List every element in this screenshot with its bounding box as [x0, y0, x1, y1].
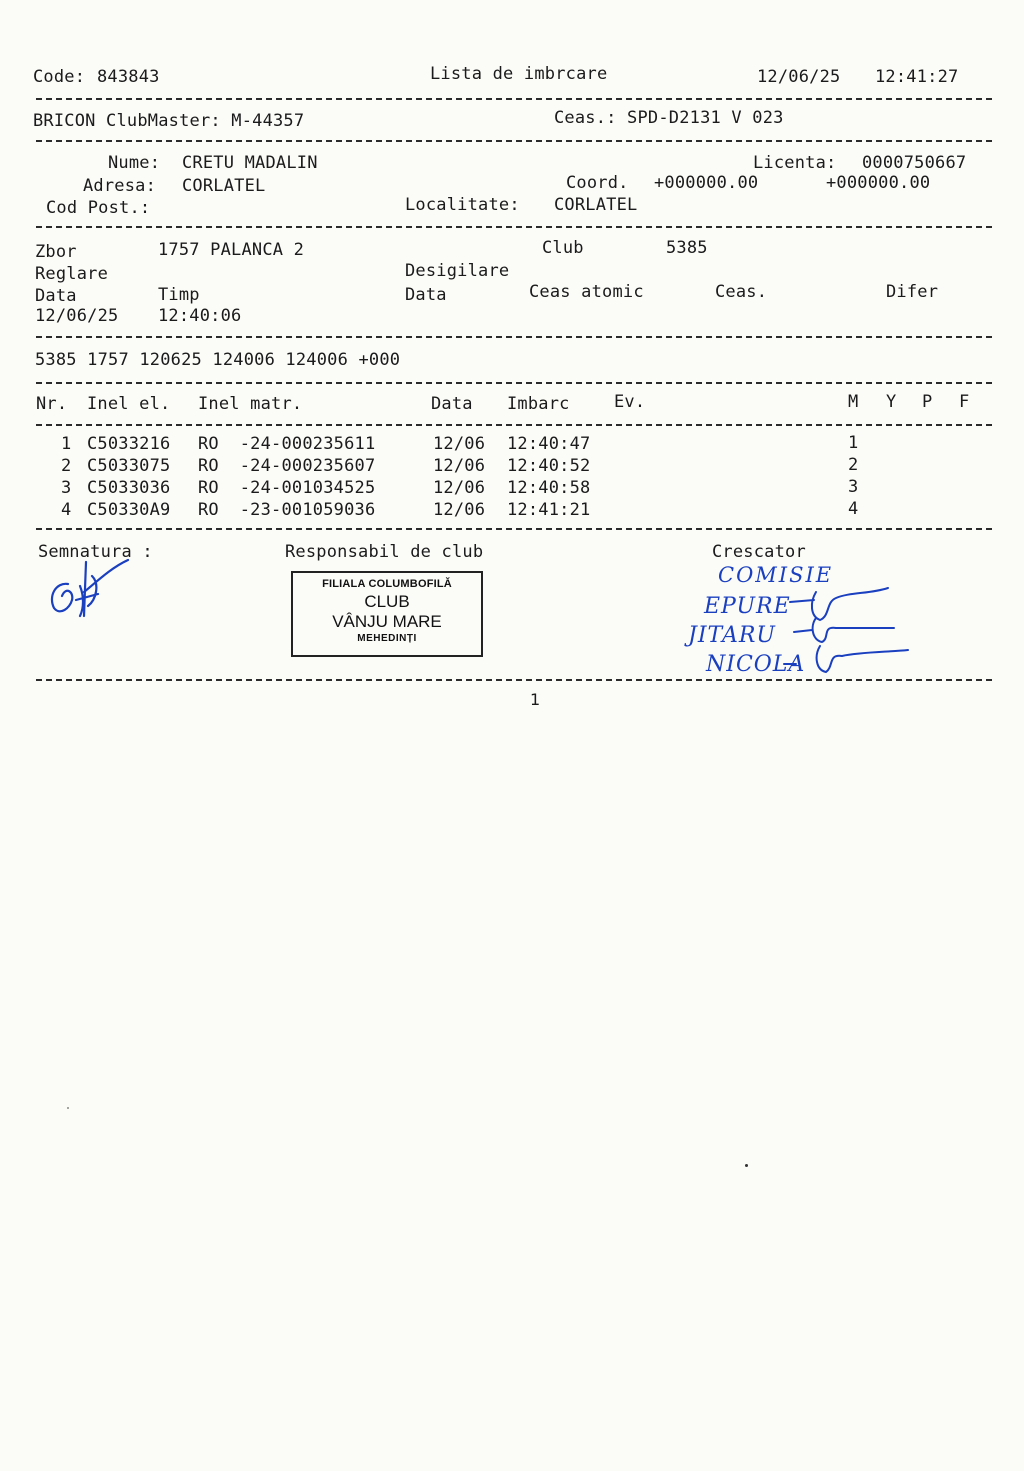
col-header-m: M [848, 392, 859, 412]
col-header-ev: Ev. [614, 392, 646, 412]
divider [36, 424, 992, 426]
col-header-p: P [922, 392, 933, 412]
flight-summary-line: 5385 1757 120625 124006 124006 +000 [35, 350, 401, 370]
row-m: 1 [848, 433, 859, 453]
row-imbarc: 12:40:47 [507, 434, 591, 454]
address-label: Adresa: [83, 176, 157, 196]
license-label: Licenta: [753, 153, 837, 173]
print-time: 12:41:27 [875, 67, 959, 87]
row-imbarc: 12:40:52 [507, 456, 591, 476]
coord-2: +000000.00 [826, 173, 931, 193]
row-m: 3 [848, 477, 859, 497]
scan-speck [745, 1164, 748, 1167]
col-header-f: F [959, 392, 970, 412]
locality-value: CORLATEL [554, 195, 638, 215]
owner-name: CRETU MADALIN [182, 153, 318, 173]
row-inel-el: C5033075 [87, 456, 171, 476]
desigilare-label: Desigilare [405, 261, 510, 281]
row-data: 12/06 [433, 478, 486, 498]
divider [36, 528, 992, 530]
stamp-line-2: CLUB [364, 592, 410, 611]
club-value: 5385 [666, 238, 708, 258]
handwritten-name-3: NICOLA [706, 652, 806, 677]
clock-id: Ceas.: SPD-D2131 V 023 [554, 108, 784, 128]
row-nr: 3 [61, 478, 72, 498]
col-header-inel-matr: Inel matr. [198, 394, 303, 414]
committee-signatures [780, 582, 915, 687]
row-inel-el: C5033036 [87, 478, 171, 498]
divider [36, 336, 992, 338]
row-m: 4 [848, 499, 859, 519]
data-label: Data [35, 286, 77, 306]
col-header-y: Y [886, 392, 897, 412]
timp-label: Timp [158, 285, 200, 305]
row-inel-el: C5033216 [87, 434, 171, 454]
signature-scribble [40, 556, 140, 626]
data2-label: Data [405, 285, 447, 305]
row-nr: 2 [61, 456, 72, 476]
owner-address: CORLATEL [182, 176, 266, 196]
col-header-inel-el: Inel el. [87, 394, 171, 414]
print-date: 12/06/25 [757, 67, 841, 87]
coord-1: +000000.00 [654, 173, 759, 193]
reglare-label: Reglare [35, 264, 109, 284]
stamp-line-1: FILIALA COLUMBOFILĂ [322, 578, 452, 590]
code-label: Code: [33, 67, 86, 87]
col-header-imbarc: Imbarc [507, 394, 570, 414]
stamp-line-4: MEHEDINȚI [357, 633, 417, 644]
row-inel-matr: RO -24-000235611 [198, 434, 376, 454]
row-imbarc: 12:40:58 [507, 478, 591, 498]
handwritten-name-1: EPURE [704, 594, 791, 619]
locality-label: Localitate: [405, 195, 520, 215]
row-data: 12/06 [433, 456, 486, 476]
ceas-label: Ceas. [715, 282, 768, 302]
crescator-label: Crescator [712, 542, 806, 562]
semnatura-label: Semnatura : [38, 542, 153, 562]
row-inel-matr: RO -24-000235607 [198, 456, 376, 476]
page-number: 1 [530, 690, 541, 709]
code-value: 843843 [97, 67, 160, 87]
document-title: Lista de imbrcare [430, 64, 608, 84]
stamp-line-3: VÂNJU MARE [332, 612, 442, 631]
difer-label: Difer [886, 282, 939, 302]
col-header-data: Data [431, 394, 473, 414]
zbor-label: Zbor [35, 242, 77, 262]
row-data: 12/06 [433, 434, 486, 454]
col-header-nr: Nr. [36, 394, 68, 414]
row-inel-el: C50330A9 [87, 500, 171, 520]
row-nr: 4 [61, 500, 72, 520]
row-inel-matr: RO -23-001059036 [198, 500, 376, 520]
row-nr: 1 [61, 434, 72, 454]
row-imbarc: 12:41:21 [507, 500, 591, 520]
divider [36, 140, 992, 142]
scan-speck [67, 1107, 69, 1109]
divider [36, 679, 992, 681]
clubmaster-id: BRICON ClubMaster: M-44357 [33, 111, 305, 131]
reglare-time: 12:40:06 [158, 306, 242, 326]
row-data: 12/06 [433, 500, 486, 520]
ceas-atomic-label: Ceas atomic [529, 282, 644, 302]
coord-label: Coord. [566, 173, 629, 193]
name-label: Nume: [108, 153, 161, 173]
row-inel-matr: RO -24-001034525 [198, 478, 376, 498]
divider [36, 226, 992, 228]
zbor-value: 1757 PALANCA 2 [158, 240, 305, 260]
club-label: Club [542, 238, 584, 258]
row-m: 2 [848, 455, 859, 475]
handwritten-name-2: JITARU [688, 623, 776, 648]
handwritten-comisie: COMISIE [718, 563, 834, 587]
responsabil-label: Responsabil de club [285, 542, 484, 562]
club-stamp [291, 571, 483, 657]
reglare-date: 12/06/25 [35, 306, 119, 326]
divider [36, 98, 992, 100]
divider [36, 382, 992, 384]
postal-label: Cod Post.: [46, 198, 151, 218]
license-value: 0000750667 [862, 153, 967, 173]
